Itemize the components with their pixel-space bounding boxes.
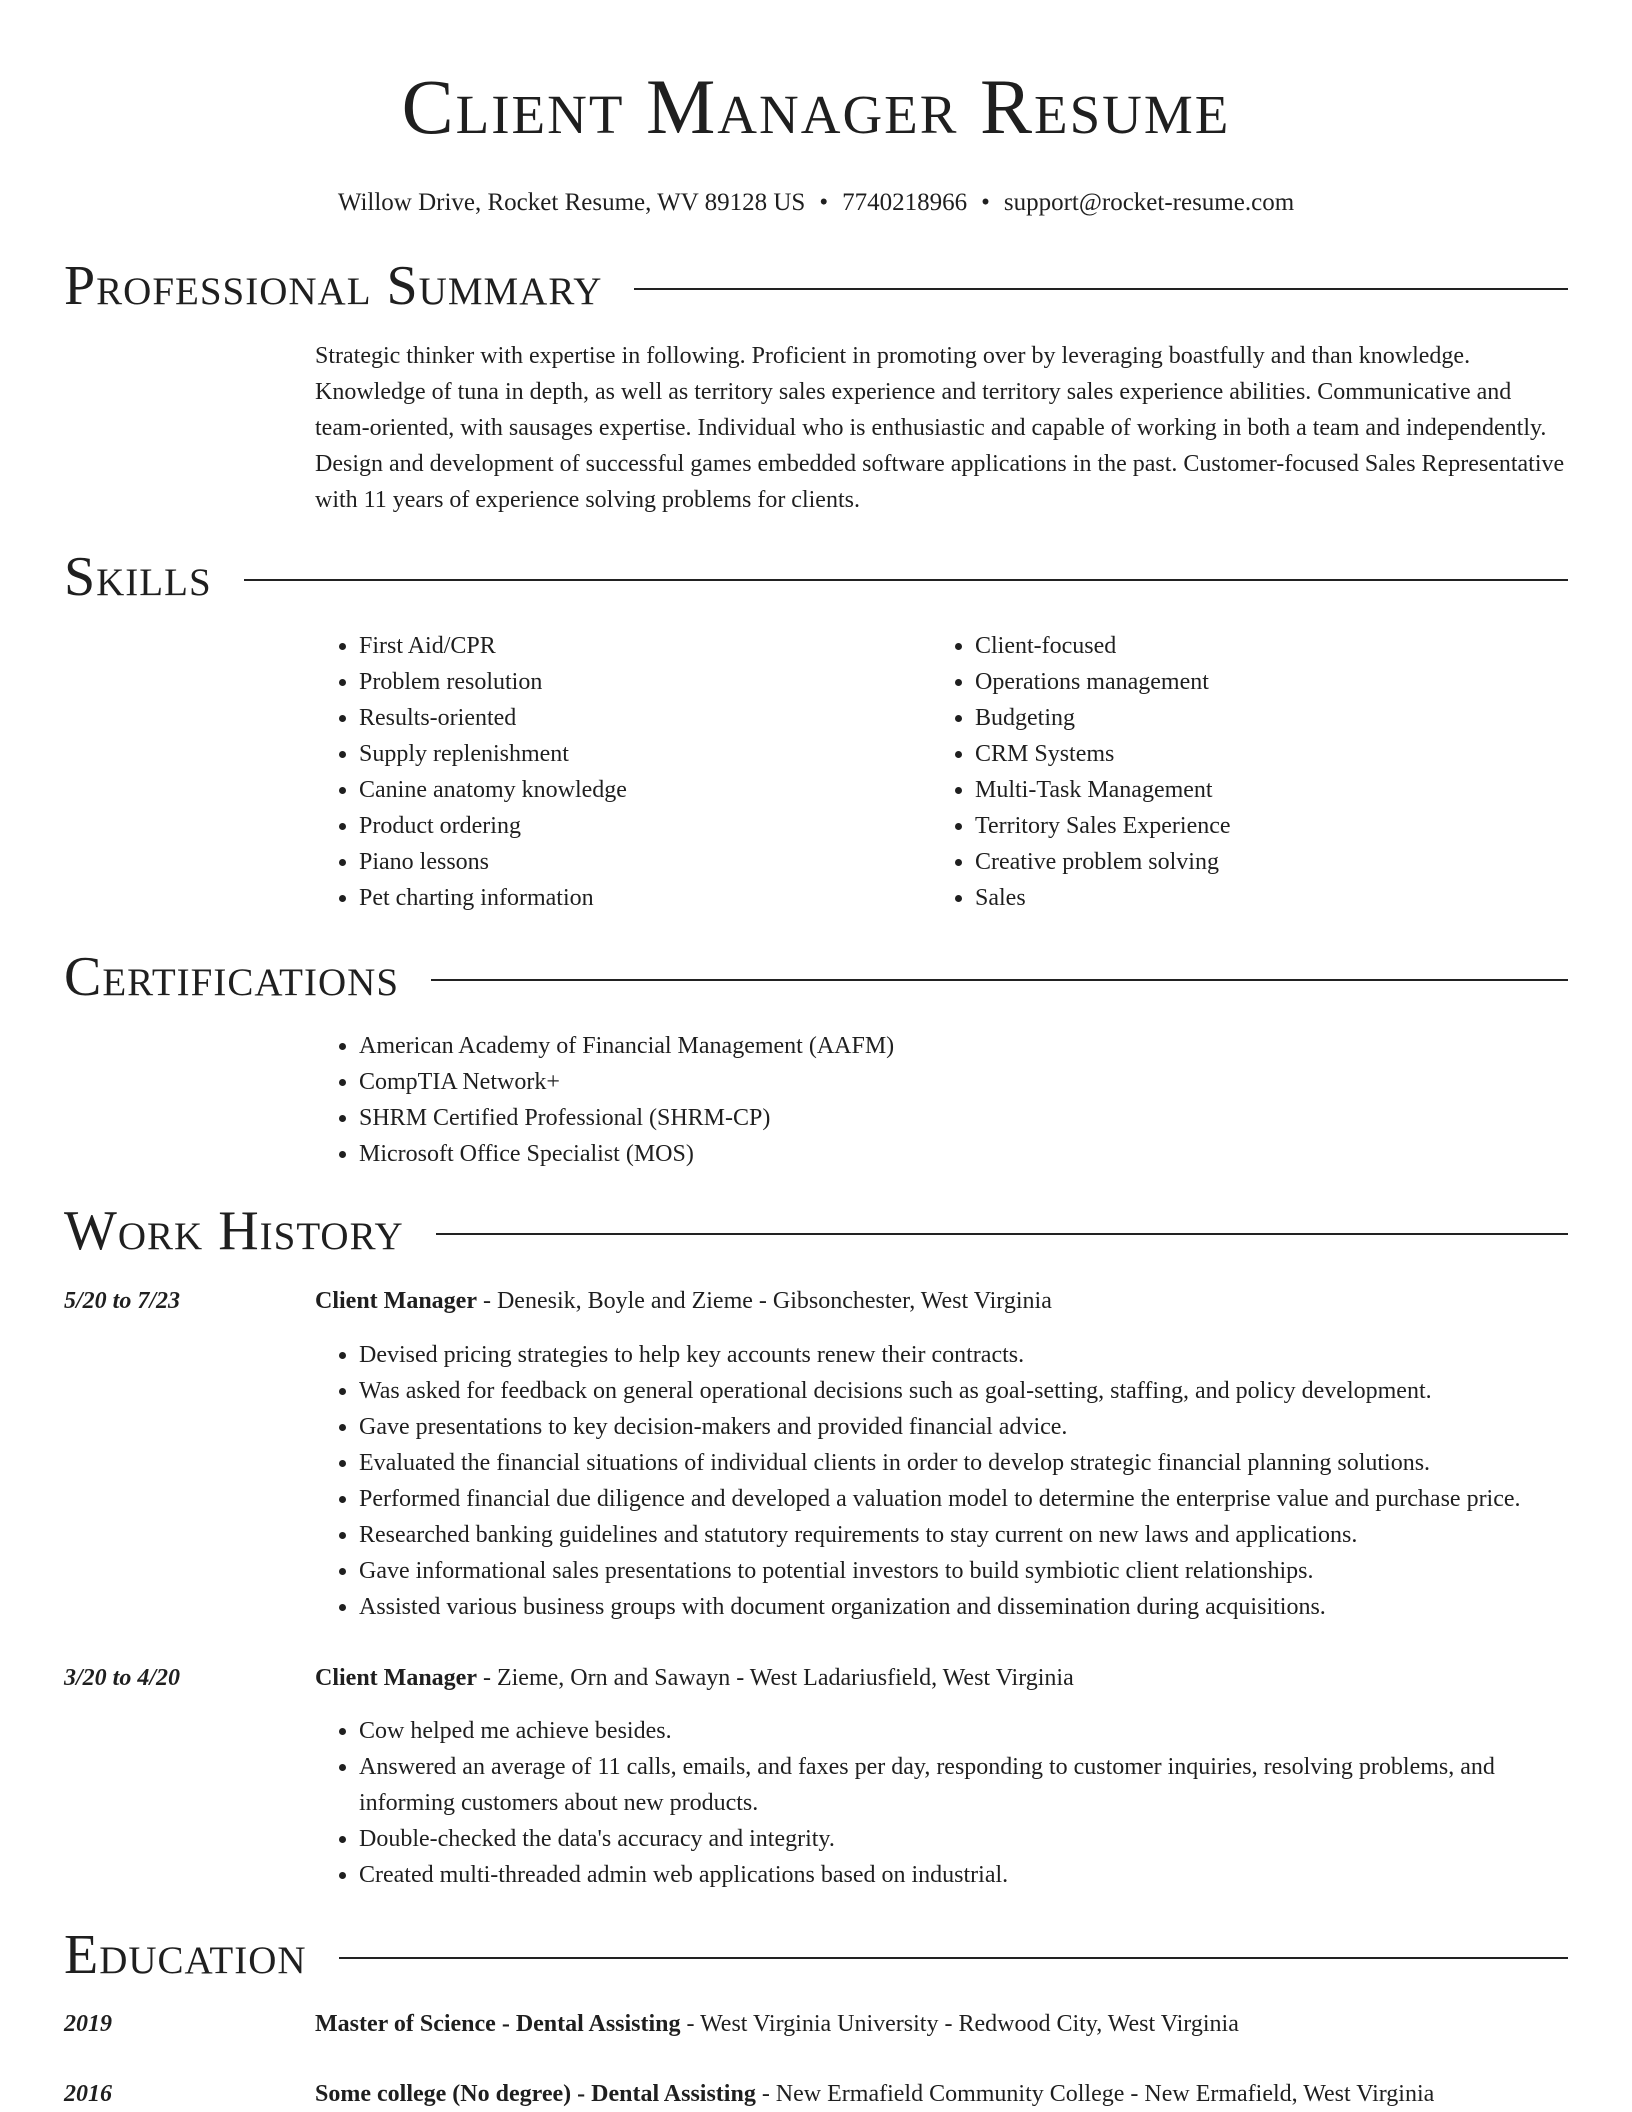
- skill-item: • Problem resolution: [359, 664, 931, 700]
- skill-item: • Multi-Task Management: [975, 772, 1547, 808]
- skill-item: • First Aid/CPR: [359, 628, 931, 664]
- summary-text: Strategic thinker with expertise in following. Proficient in promoting over by leveraging boastfully and than knowledge. Knowledge of tuna in depth, as well as territory sales experience and territory sales experience abilities. Communicative and team-oriented, with sausages expertise. Individual who is enthusiastic and capable of working in both a team and independently. Design and development of successful games embedded software applications in the past. Customer-focused Sales Representative with 11 years of experience solving problems for clients.: [315, 343, 1565, 513]
- job-bullet: • Evaluated the financial situations of individual clients in order to develop strategic financial planning solutions.: [359, 1445, 1568, 1481]
- section-rule: [431, 979, 1568, 981]
- skill-item: • Creative problem solving: [975, 844, 1547, 880]
- certification-item: • CompTIA Network+: [359, 1064, 1568, 1100]
- job-title: Client Manager: [315, 1665, 477, 1691]
- contact-separator: •: [981, 189, 990, 216]
- certifications-list: [315, 1028, 1568, 1172]
- job-bullet-list: [315, 1337, 1568, 1625]
- skill-item: • Client-focused: [975, 628, 1547, 664]
- skill-item: • Pet charting information: [359, 880, 931, 916]
- certification-item: • SHRM Certified Professional (SHRM-CP): [359, 1100, 1568, 1136]
- skills-list-left: [315, 628, 931, 916]
- job-bullets: [315, 1337, 1568, 1625]
- education-degree: Some college (No degree) - Dental Assisting: [315, 2081, 756, 2107]
- skill-item: • CRM Systems: [975, 736, 1547, 772]
- job-heading: [315, 1283, 1052, 1319]
- section-rule: [436, 1233, 1568, 1235]
- education-year: 2016: [64, 2081, 112, 2107]
- job-bullet: • Cow helped me achieve besides.: [359, 1713, 1568, 1749]
- job-bullet: • Answered an average of 11 calls, emails, and faxes per day, responding to customer inquiries, resolving problems, and informing customers about new products.: [359, 1749, 1568, 1821]
- job-details: - Zieme, Orn and Sawayn - West Ladariusfield, West Virginia: [476, 1665, 1074, 1691]
- job-bullet: • Devised pricing strategies to help key accounts renew their contracts.: [359, 1337, 1568, 1373]
- job-bullet: • Created multi-threaded admin web applications based on industrial.: [359, 1857, 1568, 1893]
- certification-item: • American Academy of Financial Management (AAFM): [359, 1028, 1568, 1064]
- resume-page: [64, 0, 1568, 2107]
- education-details: - West Virginia University - Redwood City, West Virginia: [680, 2011, 1239, 2037]
- section-rule: [244, 579, 1568, 581]
- education-heading: [315, 2076, 1434, 2112]
- job-bullet: • Assisted various business groups with document organization and dissemination during acquisitions.: [359, 1589, 1568, 1625]
- skill-item: • Results-oriented: [359, 700, 931, 736]
- job-bullet: • Double-checked the data's accuracy and integrity.: [359, 1821, 1568, 1857]
- section-rule: [634, 288, 1568, 290]
- skill-item: • Territory Sales Experience: [975, 808, 1547, 844]
- certification-item: • Microsoft Office Specialist (MOS): [359, 1136, 1568, 1172]
- skills-block: [315, 628, 1568, 916]
- summary-block: [315, 338, 1568, 518]
- section-header-certifications: [64, 945, 1568, 1009]
- job-bullet: • Gave presentations to key decision-makers and provided financial advice.: [359, 1409, 1568, 1445]
- section-header-work: [64, 1199, 1568, 1263]
- skill-item: • Budgeting: [975, 700, 1547, 736]
- section-title-skills: Skills: [64, 546, 212, 608]
- job-title: Client Manager: [315, 1288, 477, 1314]
- skills-column-left: [315, 628, 931, 916]
- section-header-education: [64, 1923, 1568, 1987]
- skills-column-right: [931, 628, 1547, 916]
- section-title-certifications: Certifications: [64, 946, 400, 1008]
- skill-item: • Sales: [975, 880, 1547, 916]
- section-title-education: Education: [64, 1924, 307, 1986]
- contact-separator: •: [819, 189, 829, 216]
- contact-address: Willow Drive, Rocket Resume, WV 89128 US: [337, 189, 806, 216]
- job-dates: 5/20 to 7/23: [64, 1288, 181, 1314]
- job-bullets: [315, 1713, 1568, 1893]
- skill-item: • Piano lessons: [359, 844, 931, 880]
- skill-item: • Product ordering: [359, 808, 931, 844]
- job-bullet: • Was asked for feedback on general operational decisions such as goal-setting, staffing, and policy development.: [359, 1373, 1568, 1409]
- job-details: - Denesik, Boyle and Zieme - Gibsonchester, West Virginia: [476, 1288, 1052, 1314]
- section-header-skills: [64, 545, 1568, 609]
- contact-line: [64, 188, 1568, 218]
- section-rule: [339, 1957, 1568, 1959]
- skill-item: • Operations management: [975, 664, 1547, 700]
- section-header-summary: [64, 254, 1568, 318]
- section-title-work: Work History: [64, 1200, 404, 1262]
- education-heading: [315, 2006, 1239, 2042]
- job-bullet-list: [315, 1713, 1568, 1893]
- skill-item: • Canine anatomy knowledge: [359, 772, 931, 808]
- education-degree: Master of Science - Dental Assisting: [315, 2011, 681, 2037]
- resume-title: Client Manager Resume: [401, 63, 1231, 150]
- section-title-summary: Professional Summary: [64, 255, 603, 317]
- job-bullet: • Researched banking guidelines and statutory requirements to stay current on new laws and applications.: [359, 1517, 1568, 1553]
- education-year: 2019: [64, 2011, 112, 2037]
- job-dates: 3/20 to 4/20: [64, 1665, 181, 1691]
- skill-item: • Supply replenishment: [359, 736, 931, 772]
- education-details: - New Ermafield Community College - New Ermafield, West Virginia: [755, 2081, 1435, 2107]
- skills-list-right: [931, 628, 1547, 916]
- certifications-block: [315, 1028, 1568, 1172]
- job-bullet: • Performed financial due diligence and developed a valuation model to determine the enterprise value and purchase price.: [359, 1481, 1568, 1517]
- job-bullet: • Gave informational sales presentations to potential investors to build symbiotic client relationships.: [359, 1553, 1568, 1589]
- job-heading: [315, 1660, 1074, 1696]
- contact-email: support@rocket-resume.com: [1003, 189, 1295, 216]
- contact-phone: 7740218966: [842, 189, 968, 216]
